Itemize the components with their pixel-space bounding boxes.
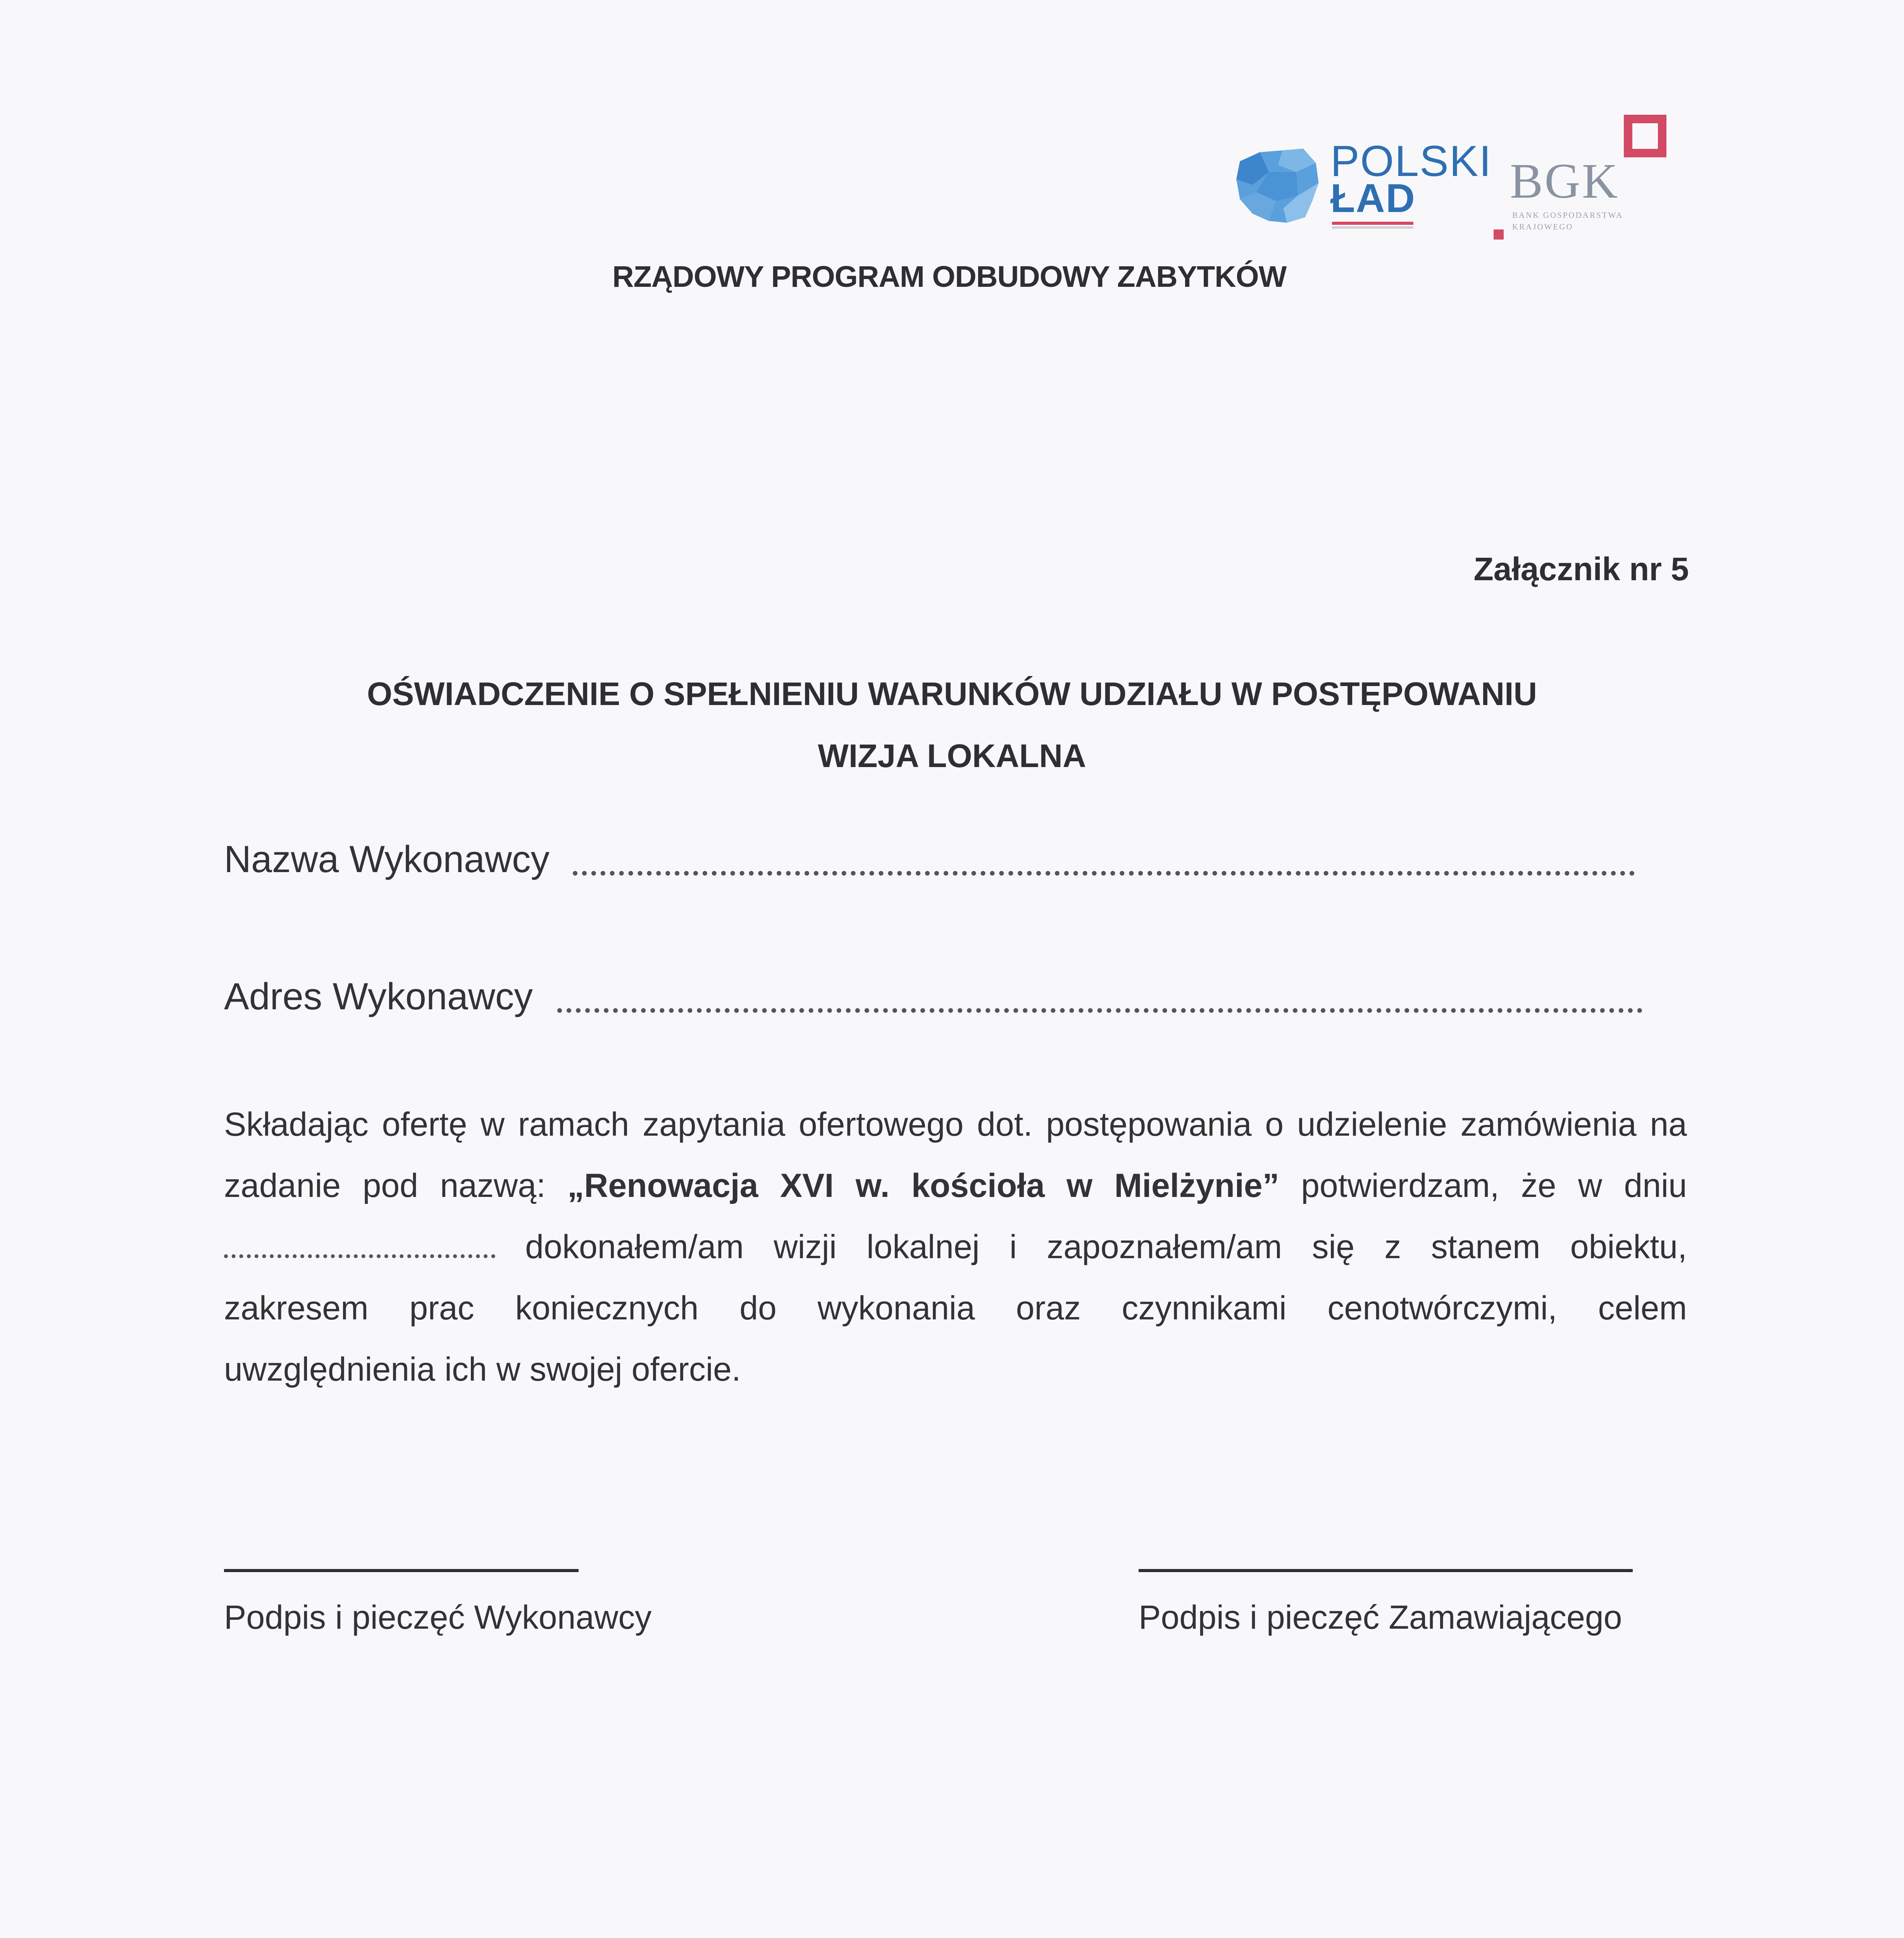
- declaration-line-2: [224, 1155, 1687, 1216]
- bgk-letters: BGK: [1510, 153, 1620, 209]
- declaration-line-4: zakresem prac koniecznych do wykonania oraz czynnikami cenotwórczymi, celem: [224, 1290, 1687, 1327]
- document-subtitle: WIZJA LOKALNA: [818, 738, 1086, 774]
- program-title: RZĄDOWY PROGRAM ODBUDOWY ZABYTKÓW: [612, 260, 1287, 293]
- contractor-signature-label: Podpis i pieczęć Wykonawcy: [224, 1599, 652, 1636]
- polski-lad-word-lad: ŁAD: [1330, 176, 1416, 221]
- project-name: „Renowacja XVI w. kościoła w Mielżynie”: [567, 1167, 1279, 1204]
- inspection-date-dotted-line[interactable]: [224, 1250, 495, 1258]
- ordering-party-signature-label: Podpis i pieczęć Zamawiającego: [1139, 1599, 1622, 1636]
- declaration-line-1: Składając ofertę w ramach zapytania ofertowego dot. postępowania o udzielenie zamówienia na: [224, 1106, 1687, 1143]
- polski-lad-underline-secondary: [1332, 226, 1413, 229]
- ordering-party-signature-line[interactable]: [1139, 1569, 1633, 1572]
- contractor-address-dotted-line[interactable]: [557, 1008, 1642, 1013]
- declaration-line-2-end: potwierdzam, że w dniu: [1301, 1167, 1687, 1204]
- polski-lad-word-polski: POLSKI: [1330, 137, 1492, 185]
- bgk-logo: [1488, 112, 1682, 248]
- contractor-signature-line[interactable]: [224, 1569, 579, 1572]
- contractor-address-field[interactable]: [224, 971, 533, 1022]
- declaration-line-3: [224, 1216, 1687, 1278]
- declaration-paragraph: [224, 1094, 1687, 1400]
- poland-map-icon: [1232, 145, 1323, 226]
- contractor-name-dotted-line[interactable]: [573, 871, 1635, 876]
- attachment-label: Załącznik nr 5: [1473, 551, 1689, 587]
- contractor-name-label: Nazwa Wykonawcy: [224, 838, 550, 880]
- declaration-line-5: uwzględnienia ich w swojej ofercie.: [224, 1351, 741, 1388]
- document-title: OŚWIADCZENIE O SPEŁNIENIU WARUNKÓW UDZIAŁU W POSTĘPOWANIU: [367, 676, 1537, 712]
- bgk-dot-icon: [1494, 229, 1504, 240]
- bgk-subtitle: BANK GOSPODARSTWA KRAJOWEGO: [1512, 210, 1623, 231]
- polski-lad-logo: [1232, 137, 1492, 236]
- contractor-address-label: Adres Wykonawcy: [224, 975, 533, 1017]
- polski-lad-underline: [1332, 222, 1413, 225]
- bgk-square-icon: [1624, 115, 1666, 157]
- declaration-line-3-text: dokonałem/am wizji lokalnej i zapoznałem/am się z stanem obiektu,: [525, 1228, 1687, 1266]
- declaration-line-2-start: zadanie pod nazwą:: [224, 1167, 546, 1204]
- contractor-name-field[interactable]: [224, 834, 550, 885]
